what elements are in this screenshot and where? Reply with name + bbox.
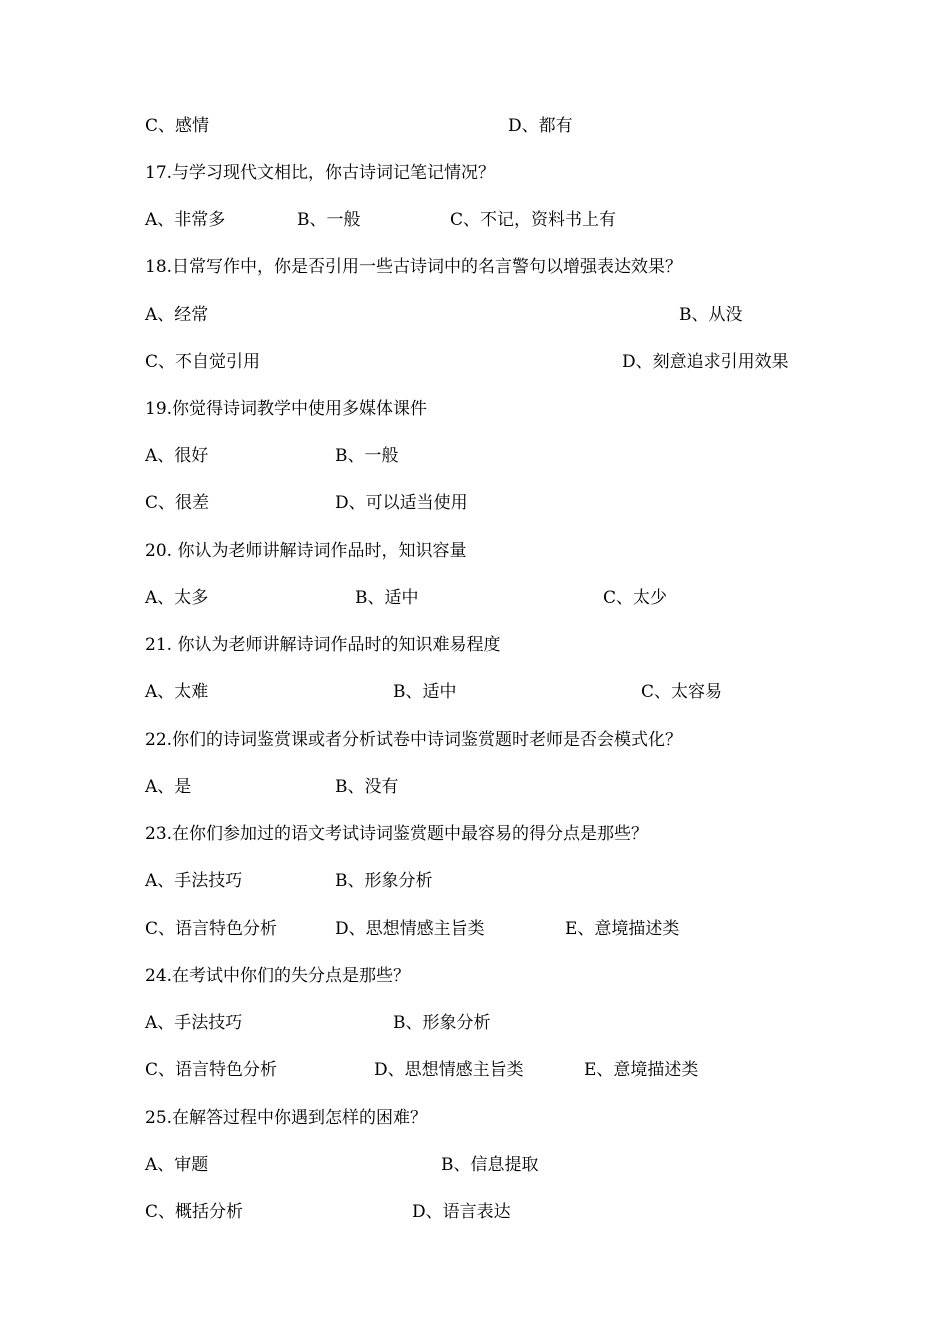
option-19-c: C、很差 <box>145 493 210 513</box>
option-21-c: C、太容易 <box>641 682 723 702</box>
question-18: 18.日常写作中，你是否引用一些古诗词中的名言警句以增强表达效果？ <box>145 257 683 277</box>
option-18-d: D、刻意追求引用效果 <box>622 352 789 372</box>
option-23-b: B、形象分析 <box>335 871 433 891</box>
option-18-a: A、经常 <box>145 305 209 325</box>
option-21-a: A、太难 <box>145 682 209 702</box>
option-25-a: A、审题 <box>145 1155 209 1175</box>
option-20-a: A、太多 <box>145 588 209 608</box>
option-16-c: C、感情 <box>145 116 210 136</box>
question-21: 21. 你认为老师讲解诗词作品时的知识难易程度 <box>145 635 501 655</box>
option-23-d: D、思想情感主旨类 <box>335 919 485 939</box>
option-24-b: B、形象分析 <box>393 1013 491 1033</box>
option-24-d: D、思想情感主旨类 <box>374 1060 524 1080</box>
question-22: 22.你们的诗词鉴赏课或者分析试卷中诗词鉴赏题时老师是否会模式化？ <box>145 730 683 750</box>
option-20-b: B、适中 <box>355 588 419 608</box>
option-18-b: B、从没 <box>679 305 743 325</box>
option-17-b: B、一般 <box>297 210 361 230</box>
option-25-c: C、概括分析 <box>145 1202 244 1222</box>
option-16-d: D、都有 <box>508 116 573 136</box>
option-23-a: A、手法技巧 <box>145 871 243 891</box>
option-23-c: C、语言特色分析 <box>145 919 278 939</box>
option-25-d: D、语言表达 <box>412 1202 511 1222</box>
question-20: 20. 你认为老师讲解诗词作品时，知识容量 <box>145 541 467 561</box>
option-23-e: E、意境描述类 <box>565 919 680 939</box>
question-25: 25.在解答过程中你遇到怎样的困难？ <box>145 1108 428 1128</box>
option-19-a: A、很好 <box>145 446 209 466</box>
option-25-b: B、信息提取 <box>441 1155 539 1175</box>
question-23: 23.在你们参加过的语文考试诗词鉴赏题中最容易的得分点是那些？ <box>145 824 649 844</box>
option-19-d: D、可以适当使用 <box>335 493 468 513</box>
option-17-a: A、非常多 <box>145 210 226 230</box>
option-24-c: C、语言特色分析 <box>145 1060 278 1080</box>
question-17: 17.与学习现代文相比，你古诗词记笔记情况？ <box>145 163 496 183</box>
option-24-a: A、手法技巧 <box>145 1013 243 1033</box>
question-19: 19.你觉得诗词教学中使用多媒体课件 <box>145 399 428 419</box>
option-22-a: A、是 <box>145 777 192 797</box>
option-20-c: C、太少 <box>603 588 668 608</box>
question-24: 24.在考试中你们的失分点是那些？ <box>145 966 411 986</box>
option-19-b: B、一般 <box>335 446 399 466</box>
option-24-e: E、意境描述类 <box>584 1060 699 1080</box>
option-21-b: B、适中 <box>393 682 457 702</box>
option-22-b: B、没有 <box>335 777 399 797</box>
option-17-c: C、不记，资料书上有 <box>450 210 617 230</box>
option-18-c: C、不自觉引用 <box>145 352 261 372</box>
